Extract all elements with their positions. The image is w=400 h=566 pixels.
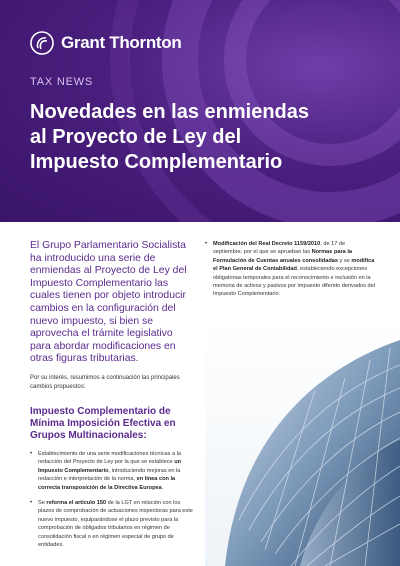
list-item [30,499,195,549]
building-photo [205,320,400,566]
text-run: , de 17 de septiembre, por el que se aprueban las [213,241,346,256]
kicker-label: TAX NEWS [30,76,94,88]
bullet-list [30,450,195,549]
bold-run: en línea con la correcta transposición de la Directiva Europea [38,476,176,491]
right-column [205,240,375,306]
bold-run: un Impuesto Complementario [38,459,182,474]
title-line: Novedades en las enmiendas [30,101,310,123]
list-item [205,240,375,299]
bold-run: Normas para la Formulación de Cuentas anuales consolidadas [213,249,352,264]
text-run: , introduciendo mejoras en la redacción e interpretación de la norma, [38,467,181,483]
text-run: . [161,484,164,491]
hero-banner [0,0,400,222]
text-run: Se [38,499,47,506]
bullet-list [205,240,375,299]
list-item [30,450,195,492]
text-run: , estableciendo excepciones obligatorias temporales para el reconocimiento e inclusión en la memoria de activos y pasivos por impuesto diferido derivados del Impuesto Complementario. [213,266,375,298]
section-heading: Impuesto Complementario de Mínima Imposición Efectiva en Grupos Multinacionales: [30,405,176,441]
text-run: y se [337,257,352,264]
brand-logo [30,28,181,58]
page-title [30,100,350,175]
bold-run: reforma el artículo 150 [46,499,107,506]
brand-name: Grant Thornton [61,33,182,52]
bold-run: Modificación del Real Decreto 1159/2010 [213,241,321,247]
title-line: Impuesto Complementario [30,151,283,173]
left-column [30,240,195,556]
text-run: Establecimiento de una serie modificaciones técnicas a la redacción del Proyecto de Ley por la que se establece [38,450,182,466]
lead-paragraph: El Grupo Parlamentario Socialista ha introducido una serie de enmiendas al Proyecto de Ley del Impuesto Complementario las cuales tienen por objeto introducir cambios en la configuración del nuevo impuesto, si bien se aprovecha el trámite legislativo para abordar modificaciones en otras figuras tributarias. [30,240,187,365]
text-run: de la LGT en relación con los plazos de comprobación de actuaciones inspectoras para este nuevo impuesto, equiparándose el plazo previsto para la comprobación de obligados tributarios en régimen de consolidación fiscal o en régimen especial de grupo de entidades. [38,499,193,548]
title-line: al Proyecto de Ley del [30,126,242,148]
intro-paragraph: Por su interés, resumimos a continuación las principales cambios propuestos: [30,374,180,390]
skyscraper-image [205,320,400,566]
bold-run: modifica el Plan General de Contabilidad [213,257,375,273]
grant-thornton-logo-icon [30,31,54,55]
